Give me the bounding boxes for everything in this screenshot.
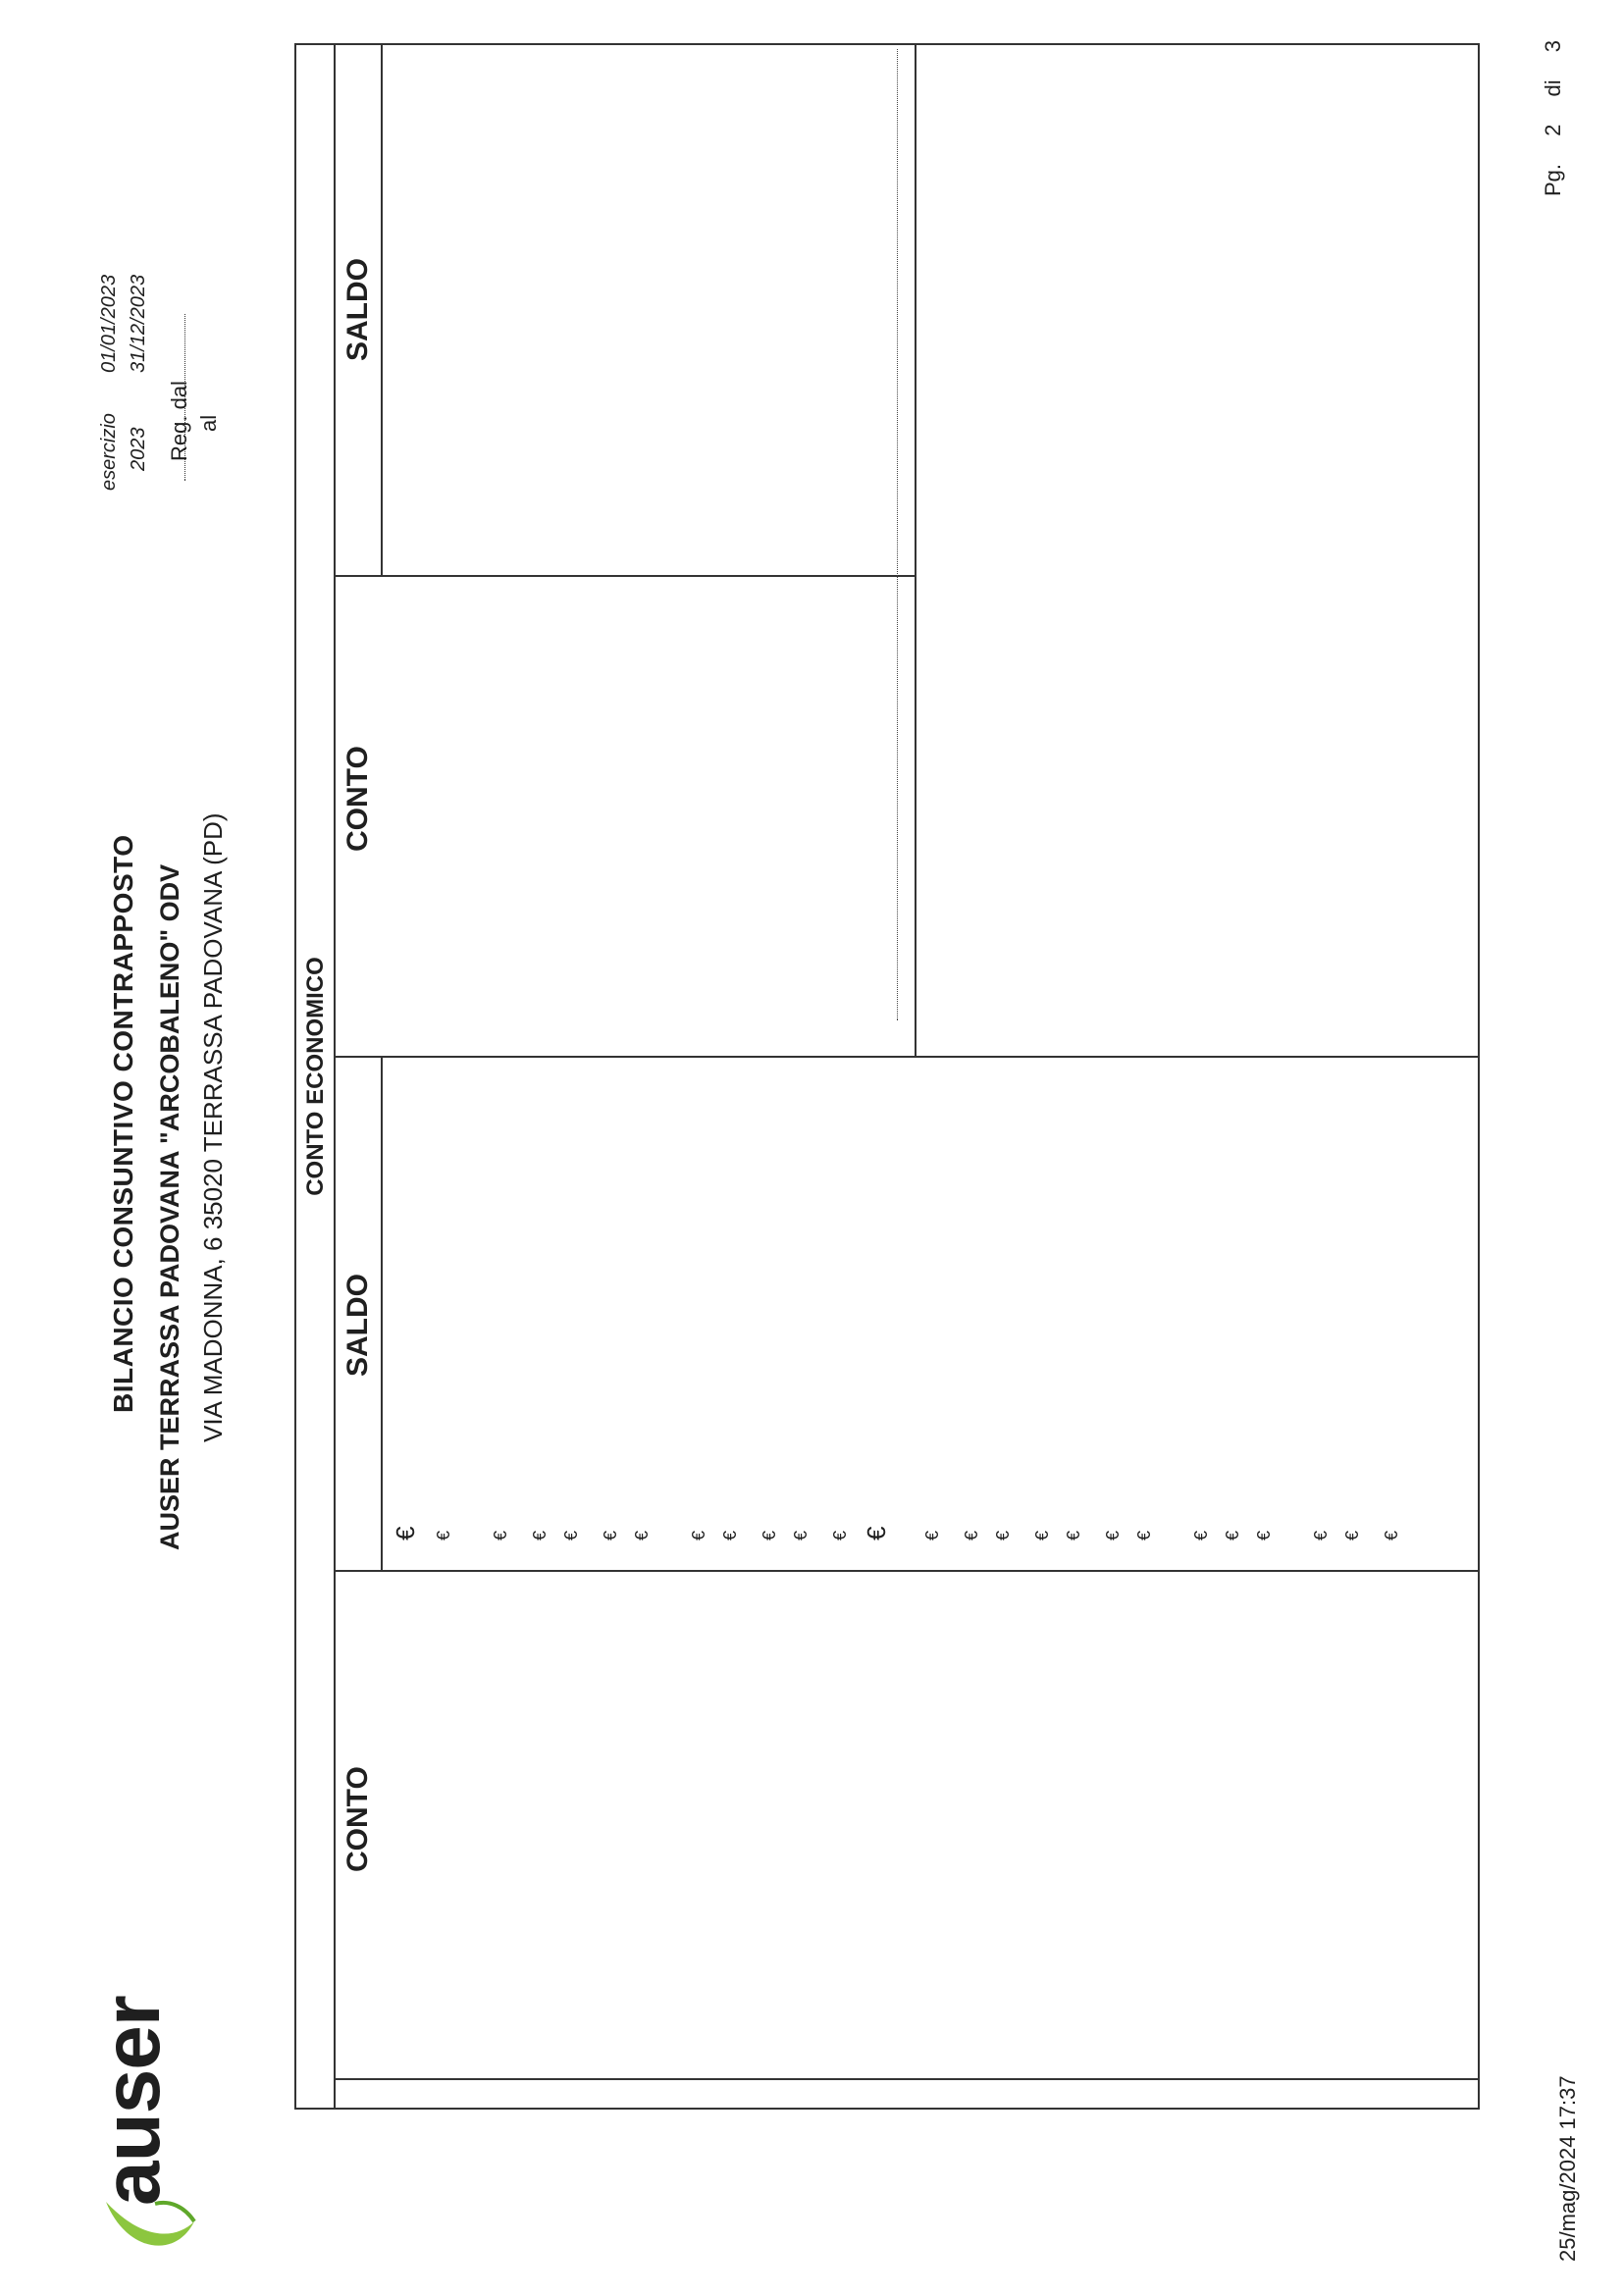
undefined-row (759, 43, 789, 1054)
auser-logo (86, 1996, 214, 2257)
currency-symbol: € (791, 1530, 811, 1540)
currency-symbol: € (632, 1530, 652, 1540)
undefined-row (1254, 1058, 1283, 2078)
undefined-row (434, 43, 463, 1054)
undefined-row (791, 43, 820, 1054)
al-label: al (196, 414, 221, 432)
report-title: BILANCIO CONSUNTIVO CONTRAPPOSTO (108, 834, 138, 1413)
undefined-row (791, 1058, 820, 2078)
logo-wordmark: auser (87, 1996, 177, 2206)
undefined-row (1223, 1058, 1252, 2078)
col-conto-right: CONTO (341, 746, 374, 852)
undefined-row (632, 1058, 661, 2078)
al-value: 31/12/2023 (128, 274, 149, 373)
organization-name: AUSER TERRASSA PADOVANA "ARCOBALENO" ODV (155, 863, 184, 1550)
undefined-row (922, 1058, 952, 2078)
currency-symbol: € (759, 1530, 779, 1540)
undefined-row (561, 1058, 591, 2078)
pg-label: Pg. (1541, 163, 1565, 196)
total-pages: 3 (1541, 39, 1565, 53)
col-conto-left: CONTO (341, 1766, 374, 1872)
currency-symbol: € (434, 1530, 453, 1540)
right-section-end-line (915, 43, 916, 1058)
undefined-row (689, 43, 718, 1054)
currency-symbol: € (601, 1530, 620, 1540)
currency-symbol: € (1311, 1530, 1331, 1540)
undefined-row (830, 43, 860, 1054)
currency-symbol: € (1342, 1530, 1362, 1540)
undefined-row (922, 43, 952, 1054)
currency-symbol: € (689, 1530, 708, 1540)
currency-symbol: € (720, 1530, 740, 1540)
undefined-row (689, 1058, 718, 2078)
undefined-row (391, 1058, 420, 2078)
currency-symbol: € (491, 1530, 510, 1540)
undefined-row (1342, 1058, 1372, 2078)
organization-address: VIA MADONNA, 6 35020 TERRASSA PADOVANA (PD) (198, 812, 228, 1442)
reg-dal-label: Reg. dal (167, 381, 191, 461)
undefined-row (1134, 1058, 1164, 2078)
undefined-row (862, 1058, 891, 2078)
undefined-row (993, 1058, 1022, 2078)
currency-symbol: € (830, 1530, 850, 1540)
print-timestamp: 25/mag/2024 17:37 (1555, 2075, 1580, 2262)
reg-dal-value: 01/01/2023 (98, 274, 120, 373)
undefined-row (601, 43, 630, 1054)
undefined-row (1103, 1058, 1132, 2078)
undefined-row (391, 43, 420, 1054)
conto-economico-table (294, 43, 1480, 2110)
currency-symbol: € (922, 1530, 942, 1540)
col-saldo-right: SALDO (341, 258, 374, 361)
undefined-row (759, 1058, 789, 2078)
col-saldo-left: SALDO (341, 1274, 374, 1377)
currency-symbol: € (962, 1530, 981, 1540)
currency-symbol: € (1064, 1530, 1083, 1540)
undefined-row (530, 1058, 559, 2078)
currency-symbol: € (1191, 1530, 1211, 1540)
currency-symbol: € (530, 1530, 550, 1540)
undefined-row (491, 43, 520, 1054)
undefined-row (862, 43, 891, 1054)
header-underline-right (381, 43, 383, 577)
left-margin-line (336, 2078, 1480, 2080)
undefined-row (1191, 1058, 1221, 2078)
undefined-row (434, 1058, 463, 2078)
undefined-row (632, 43, 661, 1054)
undefined-row (962, 43, 991, 1054)
undefined-row (1382, 1058, 1411, 2078)
esercizio-label: esercizio (98, 413, 120, 491)
currency-symbol: € (993, 1530, 1013, 1540)
undefined-row (1032, 1058, 1062, 2078)
currency-symbol: € (391, 1526, 420, 1540)
undefined-row (561, 43, 591, 1054)
undefined-row (720, 1058, 750, 2078)
section-title: CONTO ECONOMICO (296, 45, 336, 2108)
undefined-row (1064, 1058, 1093, 2078)
page-indicator (1541, 19, 1566, 196)
period-info (98, 275, 275, 500)
currency-symbol: € (1103, 1530, 1123, 1540)
esercizio-value: 2023 (128, 427, 149, 471)
currency-symbol: € (561, 1530, 581, 1540)
undefined-row (962, 1058, 991, 2078)
undefined-row (1311, 1058, 1340, 2078)
di-label: di (1541, 79, 1565, 97)
currency-symbol: € (1223, 1530, 1242, 1540)
currency-symbol: € (862, 1526, 891, 1540)
right-dotted-end (897, 49, 898, 1020)
currency-symbol: € (1032, 1530, 1052, 1540)
currency-symbol: € (1254, 1530, 1274, 1540)
page-number: 2 (1541, 124, 1565, 136)
undefined-row (728, 43, 758, 1054)
header-underline-left (381, 1058, 383, 1572)
undefined-row (601, 1058, 630, 2078)
currency-symbol: € (1134, 1530, 1154, 1540)
undefined-row (830, 1058, 860, 2078)
undefined-row (530, 43, 559, 1054)
undefined-row (491, 1058, 520, 2078)
currency-symbol: € (1382, 1530, 1401, 1540)
